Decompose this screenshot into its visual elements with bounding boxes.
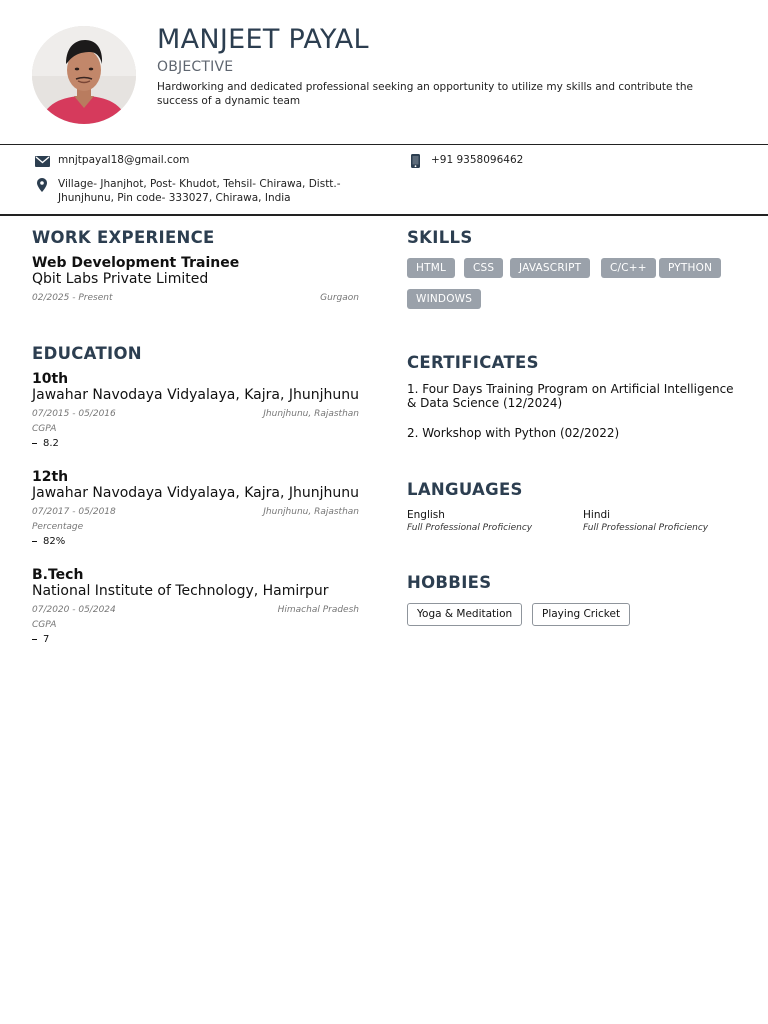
education-school: Jawahar Navodaya Vidyalaya, Kajra, Jhunjhunu [32, 485, 359, 501]
contact-phone[interactable] [406, 154, 523, 168]
resume-header [0, 0, 768, 144]
location-pin-icon [33, 178, 51, 192]
education-score [32, 536, 65, 547]
phone-icon [406, 154, 424, 168]
work-company: Qbit Labs Private Limited [32, 271, 209, 287]
education-score-value: 82% [43, 536, 66, 547]
work-role: Web Development Trainee [32, 255, 240, 271]
education-dates: 07/2020 - 05/2024 [32, 605, 116, 615]
candidate-name: MANJEET PAYAL [157, 24, 369, 55]
profile-photo [32, 26, 136, 124]
work-location: Gurgaon [320, 293, 359, 303]
email-text[interactable]: mnjtpayal18@gmail.com [58, 154, 190, 166]
education-heading: EDUCATION [32, 344, 142, 363]
language-name: Hindi [583, 509, 611, 521]
education-score-value: 7 [43, 634, 50, 645]
education-degree: 10th [32, 371, 69, 387]
certificates-heading: CERTIFICATES [407, 353, 539, 372]
language-name: English [407, 509, 445, 521]
envelope-icon [33, 154, 51, 168]
hobby-tag: Playing Cricket [532, 603, 630, 626]
objective-text: Hardworking and dedicated professional seeking an opportunity to utilize my skills and contribute the success of a dynamic team [157, 81, 693, 107]
languages-heading: LANGUAGES [407, 480, 523, 499]
certificate-item: 1. Four Days Training Program on Artificial Intelligence & Data Science (12/2024) [407, 382, 734, 410]
skill-tag: PYTHON [659, 258, 721, 278]
skill-tag: JAVASCRIPT [510, 258, 590, 278]
education-school: Jawahar Navodaya Vidyalaya, Kajra, Jhunjhunu [32, 387, 359, 403]
skill-tag: CSS [464, 258, 503, 278]
contact-divider [0, 214, 768, 216]
language-level: Full Professional Proficiency [407, 523, 533, 533]
education-dates: 07/2015 - 05/2016 [32, 409, 116, 419]
education-location: Jhunjhunu, Rajasthan [263, 409, 359, 419]
skill-tag: HTML [407, 258, 455, 278]
education-school: National Institute of Technology, Hamirpur [32, 583, 329, 599]
certificate-item: 2. Workshop with Python (02/2022) [407, 426, 620, 440]
skill-tag: C/C++ [601, 258, 656, 278]
education-dates: 07/2017 - 05/2018 [32, 507, 116, 517]
contact-address [33, 178, 353, 205]
header-divider [0, 144, 768, 145]
education-score-label: CGPA [32, 424, 57, 434]
education-score-label: CGPA [32, 620, 57, 630]
work-experience-heading: WORK EXPERIENCE [32, 228, 215, 247]
education-score-label: Percentage [32, 522, 84, 532]
education-score-value: 8.2 [43, 438, 59, 449]
phone-text[interactable]: +91 9358096462 [431, 154, 524, 166]
hobbies-heading: HOBBIES [407, 573, 492, 592]
hobby-tag: Yoga & Meditation [407, 603, 522, 626]
skill-tag: WINDOWS [407, 289, 481, 309]
education-degree: B.Tech [32, 567, 84, 583]
education-score [32, 634, 49, 645]
language-level: Full Professional Proficiency [583, 523, 709, 533]
skills-heading: SKILLS [407, 228, 473, 247]
education-score [32, 438, 59, 449]
contact-email[interactable] [33, 154, 189, 168]
work-dates: 02/2025 - Present [32, 293, 113, 303]
education-degree: 12th [32, 469, 69, 485]
education-location: Himachal Pradesh [277, 605, 359, 615]
objective-label: OBJECTIVE [157, 59, 234, 75]
address-text: Village- Jhanjhot, Post- Khudot, Tehsil- Chirawa, Distt.- Jhunjhunu, Pin code- 333027, Chirawa, India [58, 178, 341, 204]
education-location: Jhunjhunu, Rajasthan [263, 507, 359, 517]
